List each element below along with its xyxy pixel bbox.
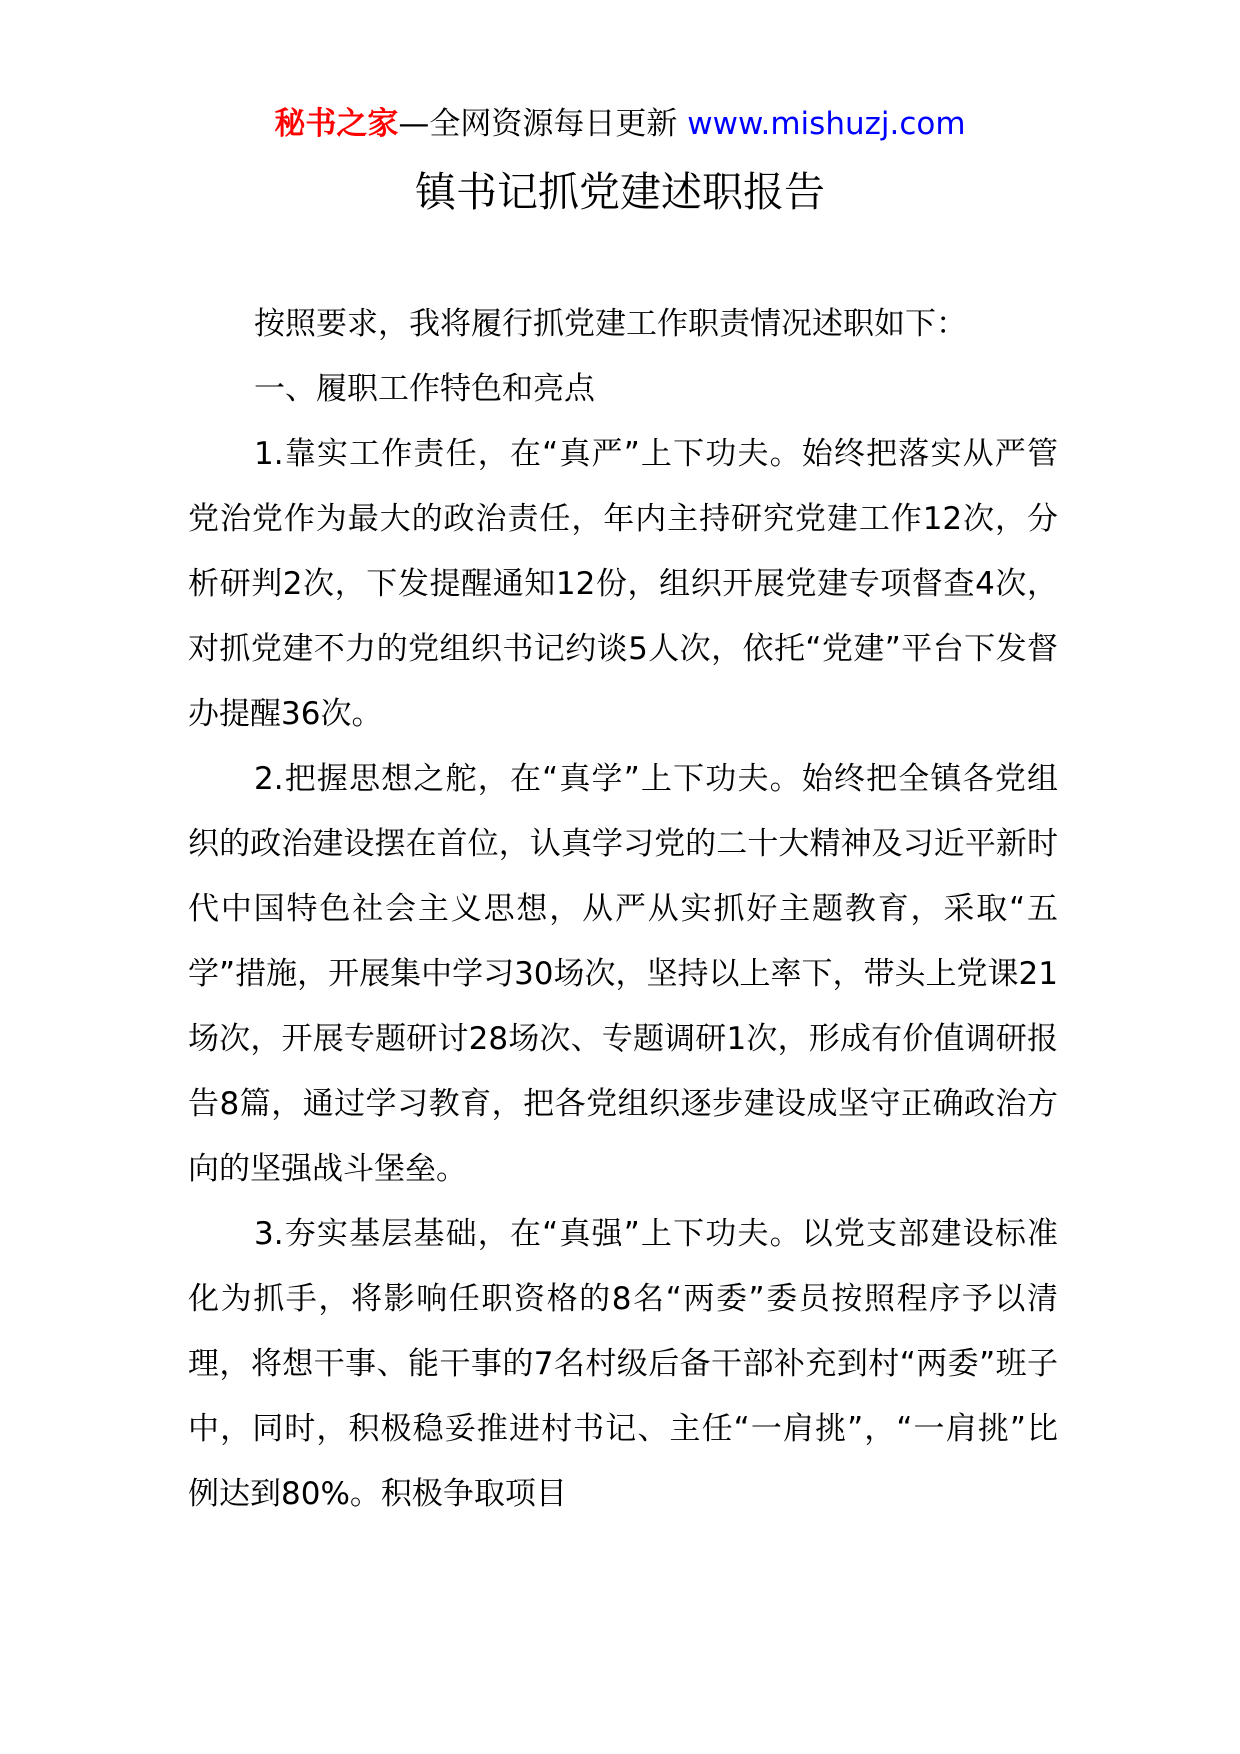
paragraph-3: 3.夯实基层基础，在“真强”上下功夫。以党支部建设标准化为抓手，将影响任职资格的8名“两委”委员按照程序予以清理，将想干事、能干事的7名村级后备干部补充到村“两委”班子中，同时，积极稳妥推进村书记、主任“一肩挑”，“一肩挑”比例达到80%。积极争取项目 — [188, 1216, 1058, 1512]
paragraph-2: 2.把握思想之舵，在“真学”上下功夫。始终把全镇各党组织的政治建设摆在首位，认真学习党的二十大精神及习近平新时代中国特色社会主义思想，从严从实抓好主题教育，采取“五学”措施，开展集中学习30场次，坚持以上率下，带头上党课21场次，开展专题研讨28场次、专题调研1次，形成有价值调研报告8篇，通过学习教育，把各党组织逐步建设成坚守正确政治方向的坚强战斗堡垒。 — [188, 761, 1058, 1187]
site-banner — [0, 100, 1240, 148]
document-title: 镇书记抓党建述职报告 — [415, 168, 825, 216]
section-heading: 一、履职工作特色和亮点 — [254, 371, 595, 407]
banner-brand: 秘书之家 — [274, 106, 399, 142]
paragraph-1: 1.靠实工作责任，在“真严”上下功夫。始终把落实从严管党治党作为最大的政治责任，年内主持研究党建工作12次，分析研判2次，下发提醒通知12份，组织开展党建专项督查4次，对抓党建不力的党组织书记约谈5人次，依托“党建”平台下发督办提醒36次。 — [188, 436, 1058, 732]
intro-paragraph: 按照要求，我将履行抓党建工作职责情况述职如下： — [254, 306, 967, 342]
banner-tagline: —全网资源每日更新 — [398, 106, 688, 142]
document-body — [188, 292, 1058, 1527]
banner-url-link[interactable]: www.mishuzj.com — [687, 106, 966, 142]
